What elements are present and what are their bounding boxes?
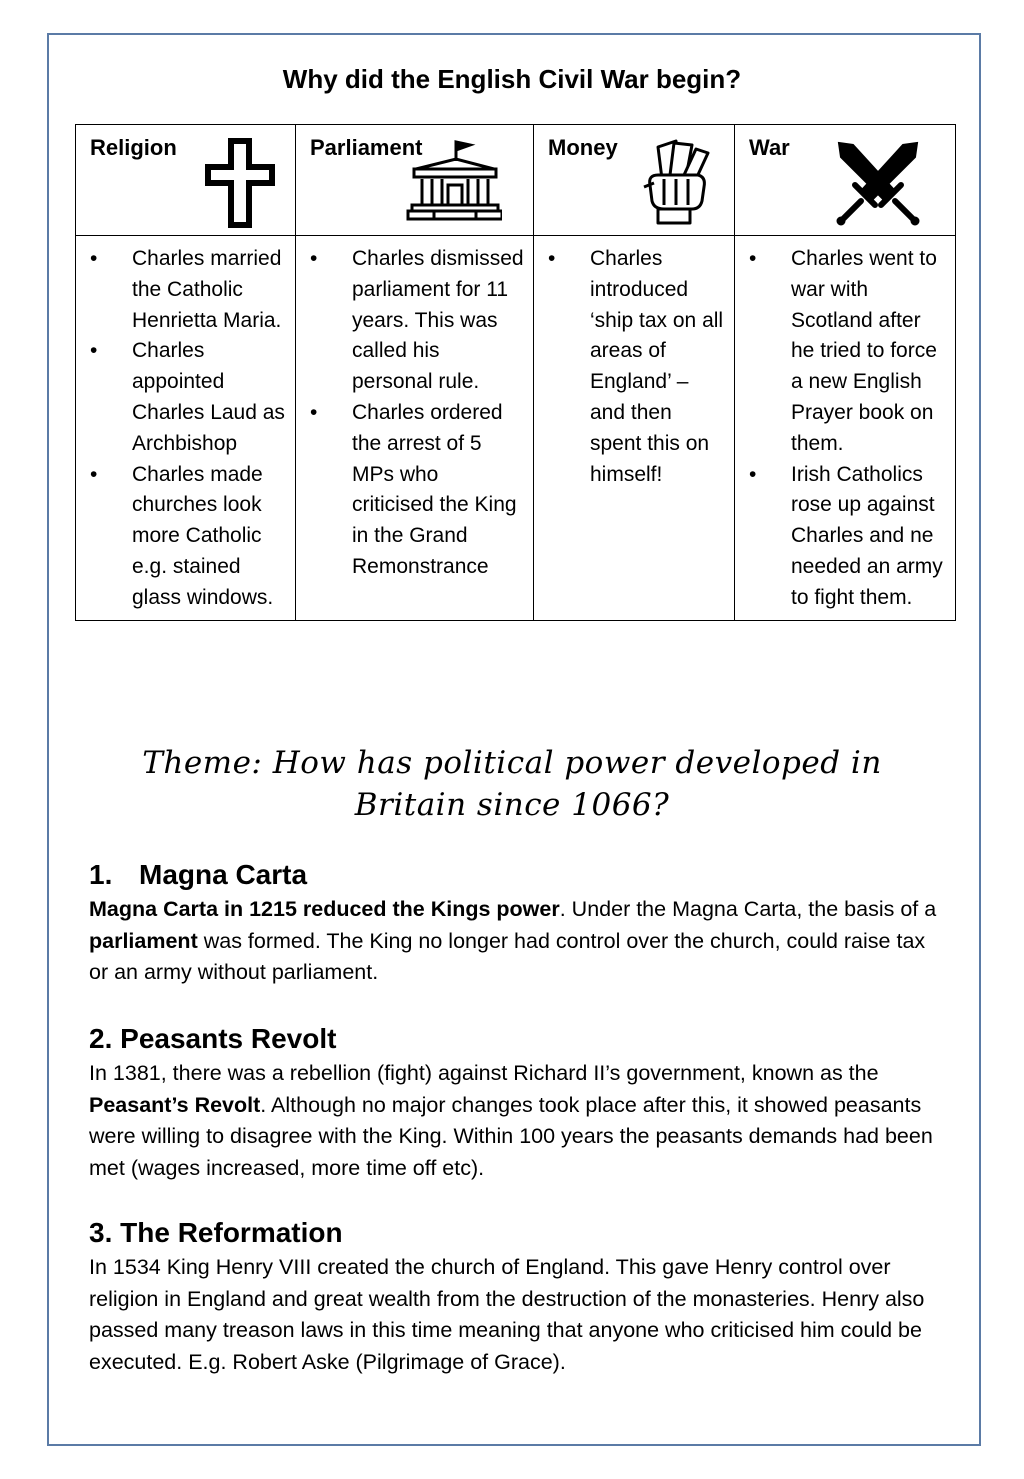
parliament-header-cell xyxy=(296,125,534,236)
section-heading xyxy=(89,858,949,892)
section-body: In 1534 King Henry VIII created the church of England. This gave Henry control over religion in England and great wealth from the destruction of the monasteries. Henry also passed many treason laws in this time meaning that anyone who criticised him could be executed. E.g. Robert Aske (Pilgrimage of Grace). xyxy=(89,1255,925,1374)
section-title: The Reformation xyxy=(120,1217,343,1248)
list-item: • Charles dismissed parliament for 11 years. This was called his personal rule. xyxy=(296,244,525,398)
body-text: was formed. The King no longer had control over the church, could raise tax or an army without parliament. xyxy=(89,928,926,984)
section-number: 3. xyxy=(89,1217,113,1248)
money-fist-icon xyxy=(640,139,714,225)
parliament-building-icon xyxy=(406,139,502,225)
section-title: Peasants Revolt xyxy=(120,1023,337,1054)
list-item: • Charles went to war with Scotland after he tried to force a new English Prayer book on them. xyxy=(735,244,947,460)
list-item: • Charles married the Catholic Henrietta Maria. xyxy=(76,244,287,336)
section-heading xyxy=(89,1022,949,1056)
section-body xyxy=(89,1058,949,1184)
body-text: . Although no major changes took place after this, it showed peasants were willing to disagree with the King. Within 100 years the peasants demands had been met (wages increased, more time off etc). xyxy=(89,1092,933,1180)
money-header-cell xyxy=(534,125,735,236)
religion-reasons xyxy=(76,236,296,621)
crossed-swords-icon xyxy=(833,139,923,229)
body-text: In 1381, there was a rebellion (fight) against Richard II’s government, known as the xyxy=(89,1061,879,1085)
section-body xyxy=(89,894,949,989)
religion-header-cell xyxy=(76,125,296,236)
list-item: • Charles made churches look more Catholic e.g. stained glass windows. xyxy=(76,460,287,614)
bold-text: Peasant’s Revolt xyxy=(89,1092,261,1117)
theme-line-2: Britain since 1066? xyxy=(354,787,670,823)
parliament-reasons xyxy=(296,236,534,621)
list-item: • Charles introduced ‘ship tax on all areas of England’ – and then spent this on himself! xyxy=(534,244,726,490)
cross-icon xyxy=(204,137,276,229)
war-header-cell xyxy=(735,125,956,236)
section-number: 1. xyxy=(89,859,113,890)
section-magna-carta xyxy=(89,858,949,989)
bold-text: parliament xyxy=(89,928,198,953)
section-peasants-revolt xyxy=(89,1022,949,1184)
money-reasons xyxy=(534,236,735,621)
theme-heading xyxy=(0,742,1024,826)
bold-text: Magna Carta in 1215 reduced the Kings power xyxy=(89,897,560,921)
section-title: Magna Carta xyxy=(139,859,308,890)
section-number: 2. xyxy=(89,1023,113,1054)
money-heading: Money xyxy=(548,135,618,160)
war-heading: War xyxy=(749,135,790,160)
theme-line-1: Theme: How has political power developed in xyxy=(142,745,882,781)
section-reformation xyxy=(89,1216,949,1378)
list-item: • Irish Catholics rose up against Charles and ne needed an army to fight them. xyxy=(735,460,947,614)
causes-table xyxy=(75,124,956,621)
war-reasons xyxy=(735,236,956,621)
parliament-heading: Parliament xyxy=(310,135,423,160)
section-heading xyxy=(89,1216,949,1250)
page-title: Why did the English Civil War begin? xyxy=(282,64,742,94)
religion-heading: Religion xyxy=(90,135,177,160)
list-item: • Charles appointed Charles Laud as Archbishop xyxy=(76,336,287,459)
body-text: . Under the Magna Carta, the basis of a xyxy=(559,897,937,921)
list-item: • Charles ordered the arrest of 5 MPs who criticised the King in the Grand Remonstrance xyxy=(296,398,525,583)
